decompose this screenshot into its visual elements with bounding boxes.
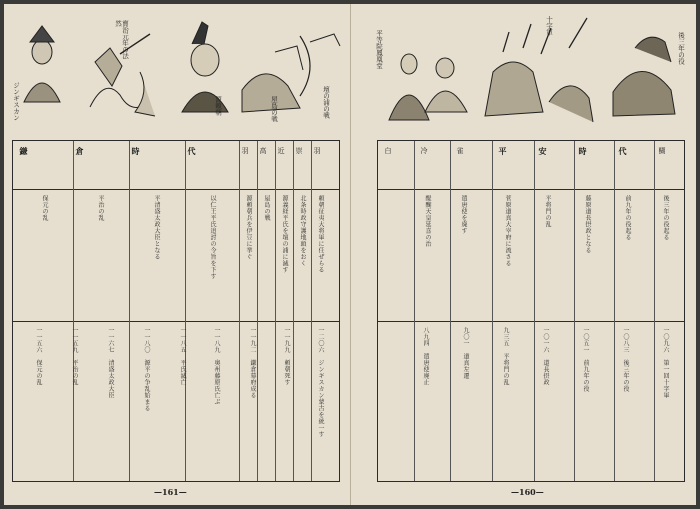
right-year-0: 一〇九六 第一回十字軍 [662,327,669,399]
left-event-3: 屋島の戦 [263,195,270,221]
right-header-row [378,141,684,190]
left-page-number: —161— [154,487,187,497]
left-hdr-cell-5: 羽 [313,147,321,155]
left-hdr-cell-3: 近 [277,147,285,155]
left-year-0: 一二〇六 ジンギスカン蒙古を統一す [317,327,324,438]
col [574,141,575,481]
col [492,141,493,481]
right-year-6: 八九四 遣唐使廃止 [422,327,429,386]
left-year-7: 一一五九 平治の乱 [71,327,78,386]
col [257,141,258,481]
left-event-5: 以仁王平氏追討の令旨を下す [209,195,216,280]
left-era-1: 鎌 [19,147,29,161]
left-hdr-cell-2: 高 [259,147,267,155]
left-year-4: 一一八五 平氏滅亡 [179,327,186,386]
left-illustration-drawings [10,12,344,132]
left-year-6: 一一六七 清盛太政大臣 [107,327,114,399]
right-era-4: 代 [618,147,628,161]
right-year-4: 九三五 平将門の乱 [502,327,509,386]
right-illustrations [373,12,689,132]
right-event-4: 菅原道真大宰府に流さる [504,195,511,267]
left-page [4,4,351,505]
right-year-2: 一〇五一 前九年の役 [582,327,589,392]
left-event-7: 平治の乱 [97,195,104,221]
right-event-0: 後三年の役起る [662,195,669,241]
left-event-2: 源義経平氏を壇の浦に滅す [281,195,288,273]
right-era-2: 安 [538,147,548,161]
right-page-number: —160— [511,487,544,497]
right-event-1: 前九年の役起る [624,195,631,241]
left-era-3: 時 [131,147,141,161]
left-event-1: 北条時政守護地頭をおく [299,195,306,267]
right-hdr-cell-4: 醐 [658,147,666,155]
col [614,141,615,481]
right-hdr-cell-1: 白 [384,147,392,155]
col [311,141,312,481]
book-spread [4,4,696,505]
left-hdr-cell-4: 崇 [295,147,303,155]
right-year-5: 九〇一 道真左遷 [462,327,469,379]
caption-archer: 屋島の戦 [270,96,278,122]
caption-monks: 平等院鳳凰堂 [375,30,383,69]
left-era-2: 倉 [75,147,85,161]
right-event-5: 遣唐使を廃す [460,195,467,234]
col [293,141,294,481]
right-page [351,4,696,505]
right-year-3: 一〇一六 道長摂政 [542,327,549,386]
col [414,141,415,481]
caption-archers: 壇の浦の戦 [322,86,330,119]
left-era-4: 代 [187,147,197,161]
col [129,141,130,481]
left-year-5: 一一八〇 源平の争乱始まる [143,327,150,412]
left-header-row [13,141,339,190]
caption-fighting: 寶治元年の法然 [114,20,129,59]
left-chronology-table [12,140,340,482]
right-hdr-cell-2: 冷 [420,147,428,155]
left-event-0: 頼朝征夷大将軍に任ぜらる [317,195,324,273]
left-row-divider [13,321,339,322]
left-year-1: 一一九九 頼朝死す [283,327,290,386]
right-illustration-drawings [373,12,689,132]
caption-courtier: 源頼朝 [214,96,222,116]
col [239,141,240,481]
left-hdr-cell-1: 羽 [241,147,249,155]
right-chronology-table [377,140,685,482]
right-event-6: 醍醐天皇延喜の治 [424,195,431,247]
left-illustrations [10,12,344,132]
right-era-1: 平 [498,147,508,161]
right-row-divider [378,321,684,322]
col [534,141,535,481]
left-year-2: 一一九二 鎌倉幕府成る [249,327,256,399]
right-hdr-cell-3: 雀 [456,147,464,155]
caption-genghis: ジンギスカン [12,82,20,121]
left-year-3: 一一八九 奥州藤原氏亡ぶ [213,327,220,405]
left-event-8: 保元の乱 [41,195,48,221]
left-event-6: 平清盛太政大臣となる [153,195,160,260]
right-era-3: 時 [578,147,588,161]
left-event-4: 源頼朝兵を伊豆に挙ぐ [245,195,252,260]
left-year-8: 一一五六 保元の乱 [35,327,42,386]
right-event-3: 平将門の乱 [544,195,551,228]
caption-samurai: 後三年の役 [677,32,685,65]
col [275,141,276,481]
caption-crusaders: 十字軍 [545,16,553,36]
right-event-2: 藤原道長摂政となる [584,195,591,254]
right-year-1: 一〇八三 後三年の役 [622,327,629,392]
col [450,141,451,481]
col [654,141,655,481]
